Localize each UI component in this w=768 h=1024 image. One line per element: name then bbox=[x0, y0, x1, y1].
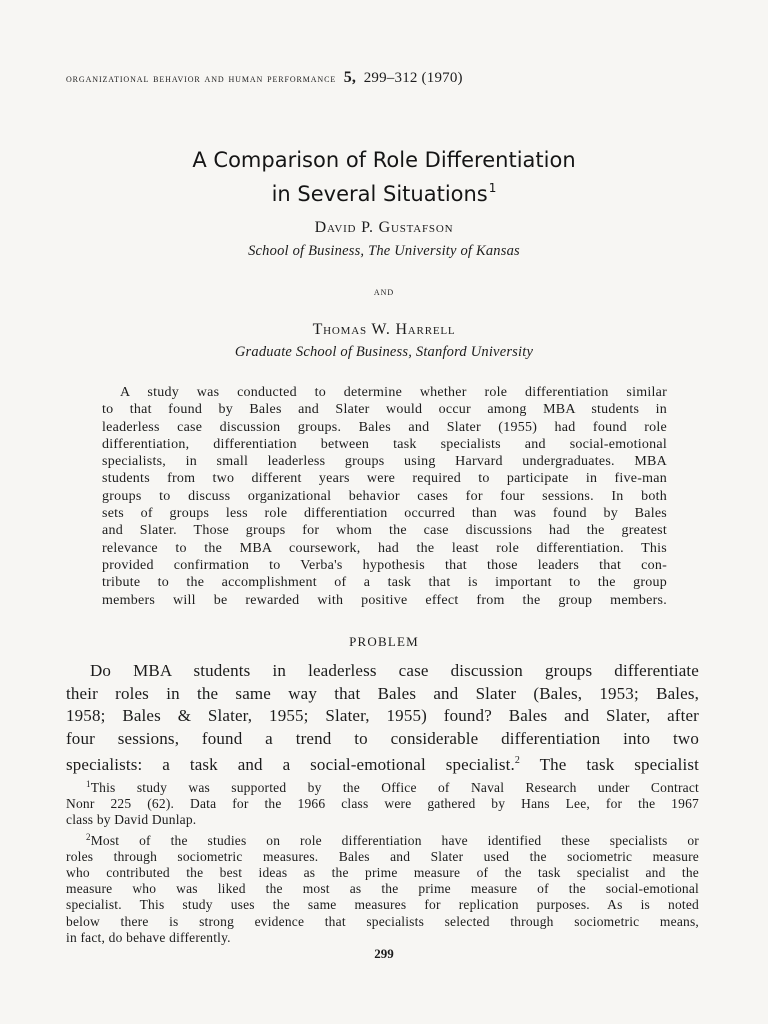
abstract-line: differentiation, differentiation between task specialists and social-emotional bbox=[102, 436, 667, 452]
title-line-1: A Comparison of Role Differentiation bbox=[192, 148, 576, 172]
author-1-affiliation: School of Business, The University of Kansas bbox=[248, 243, 520, 259]
footnote-1-text: This study was supported by the Office of Naval Research under Contract bbox=[90, 780, 699, 795]
footnote-2-mark: 2 bbox=[86, 831, 91, 842]
abstract-line: provided confirmation to Verba's hypothesis that those leaders that con- bbox=[102, 557, 667, 573]
footnote-1-line: class by David Dunlap. bbox=[66, 812, 197, 828]
author-1-name: David P. Gustafson bbox=[314, 219, 454, 236]
footnote-2-text: Most of the studies on role differentiation have identified these specialists or bbox=[90, 832, 699, 848]
abstract-line: groups to discuss organizational behavior cases for four sessions. In both bbox=[102, 488, 667, 504]
section-heading: PROBLEM bbox=[349, 634, 419, 649]
title-line-2 bbox=[0, 174, 768, 208]
abstract-line: specialists, in small leaderless groups using Harvard undergraduates. MBA bbox=[102, 454, 667, 470]
footnote-2-line bbox=[66, 829, 699, 849]
author-2-affiliation: Graduate School of Business, Stanford University bbox=[234, 344, 534, 360]
journal-name: organizational behavior and human performance bbox=[66, 71, 337, 85]
body-text bbox=[66, 660, 699, 777]
footnotes bbox=[66, 776, 699, 946]
journal-pages: 299–312 (1970) bbox=[363, 70, 463, 86]
body-line: 1958; Bales & Slater, 1955; Slater, 1955) found? Bales and Slater, after bbox=[66, 706, 699, 725]
journal-header bbox=[66, 69, 666, 87]
author-separator: and bbox=[373, 284, 395, 298]
abstract-line: relevance to the MBA coursework, had the least role differentiation. This bbox=[102, 540, 667, 556]
author-2-name: Thomas W. Harrell bbox=[312, 321, 456, 338]
page-number: 299 bbox=[374, 946, 394, 961]
body-line-text: specialists: a task and a social-emotional specialist. bbox=[66, 755, 515, 774]
footnote-1-mark: 1 bbox=[86, 779, 91, 789]
abstract bbox=[102, 384, 667, 609]
title-line-2-text: in Several Situations bbox=[271, 182, 488, 206]
footnote-1-line bbox=[66, 776, 699, 796]
body-line: four sessions, found a trend to considerable differentiation into two bbox=[66, 728, 699, 748]
abstract-line: to that found by Bales and Slater would occur among MBA students in bbox=[102, 402, 667, 418]
body-line-tail: The task specialist bbox=[520, 755, 699, 774]
body-line: Do MBA students in leaderless case discussion groups differentiate bbox=[90, 661, 699, 680]
abstract-line: leaderless case discussion groups. Bales and Slater (1955) had found role bbox=[102, 419, 667, 435]
journal-volume: 5, bbox=[343, 69, 357, 86]
body-line: their roles in the same way that Bales and Slater (Bales, 1953; Bales, bbox=[66, 683, 699, 703]
footnote-2-line: who contributed the best ideas as the prime measure of the task specialist and the bbox=[66, 865, 699, 881]
abstract-line: members will be rewarded with positive effect from the group members. bbox=[102, 592, 667, 608]
abstract-line: students from two different years were required to participate in five-man bbox=[102, 471, 667, 487]
footnote-ref-2: 2 bbox=[514, 755, 521, 766]
abstract-line: A study was conducted to determine whether role differentiation similar bbox=[120, 385, 667, 400]
footnote-1-line: Nonr 225 (62). Data for the 1966 class were gathered by Hans Lee, for the 1967 bbox=[66, 796, 699, 812]
footnote-2-line: in fact, do behave differently. bbox=[66, 929, 231, 945]
footnote-2-line: roles through sociometric measures. Bales and Slater used the sociometric measure bbox=[66, 848, 699, 864]
abstract-line: tribute to the accomplishment of a task that is important to the group bbox=[102, 575, 667, 591]
body-line bbox=[66, 750, 699, 777]
abstract-line: and Slater. Those groups for whom the case discussions had the greatest bbox=[102, 523, 667, 539]
title-footnote-mark: 1 bbox=[488, 181, 497, 195]
footnote-2-line: measure who was liked the most as the prime measure of the social-emotional bbox=[66, 881, 699, 897]
abstract-line: sets of groups less role differentiation occurred than was found by Bales bbox=[102, 506, 667, 522]
footnote-2-line: specialist. This study uses the same measures for replication purposes. As is noted bbox=[66, 897, 699, 913]
footnote-2-line: below there is strong evidence that specialists selected through sociometric means, bbox=[66, 913, 699, 929]
